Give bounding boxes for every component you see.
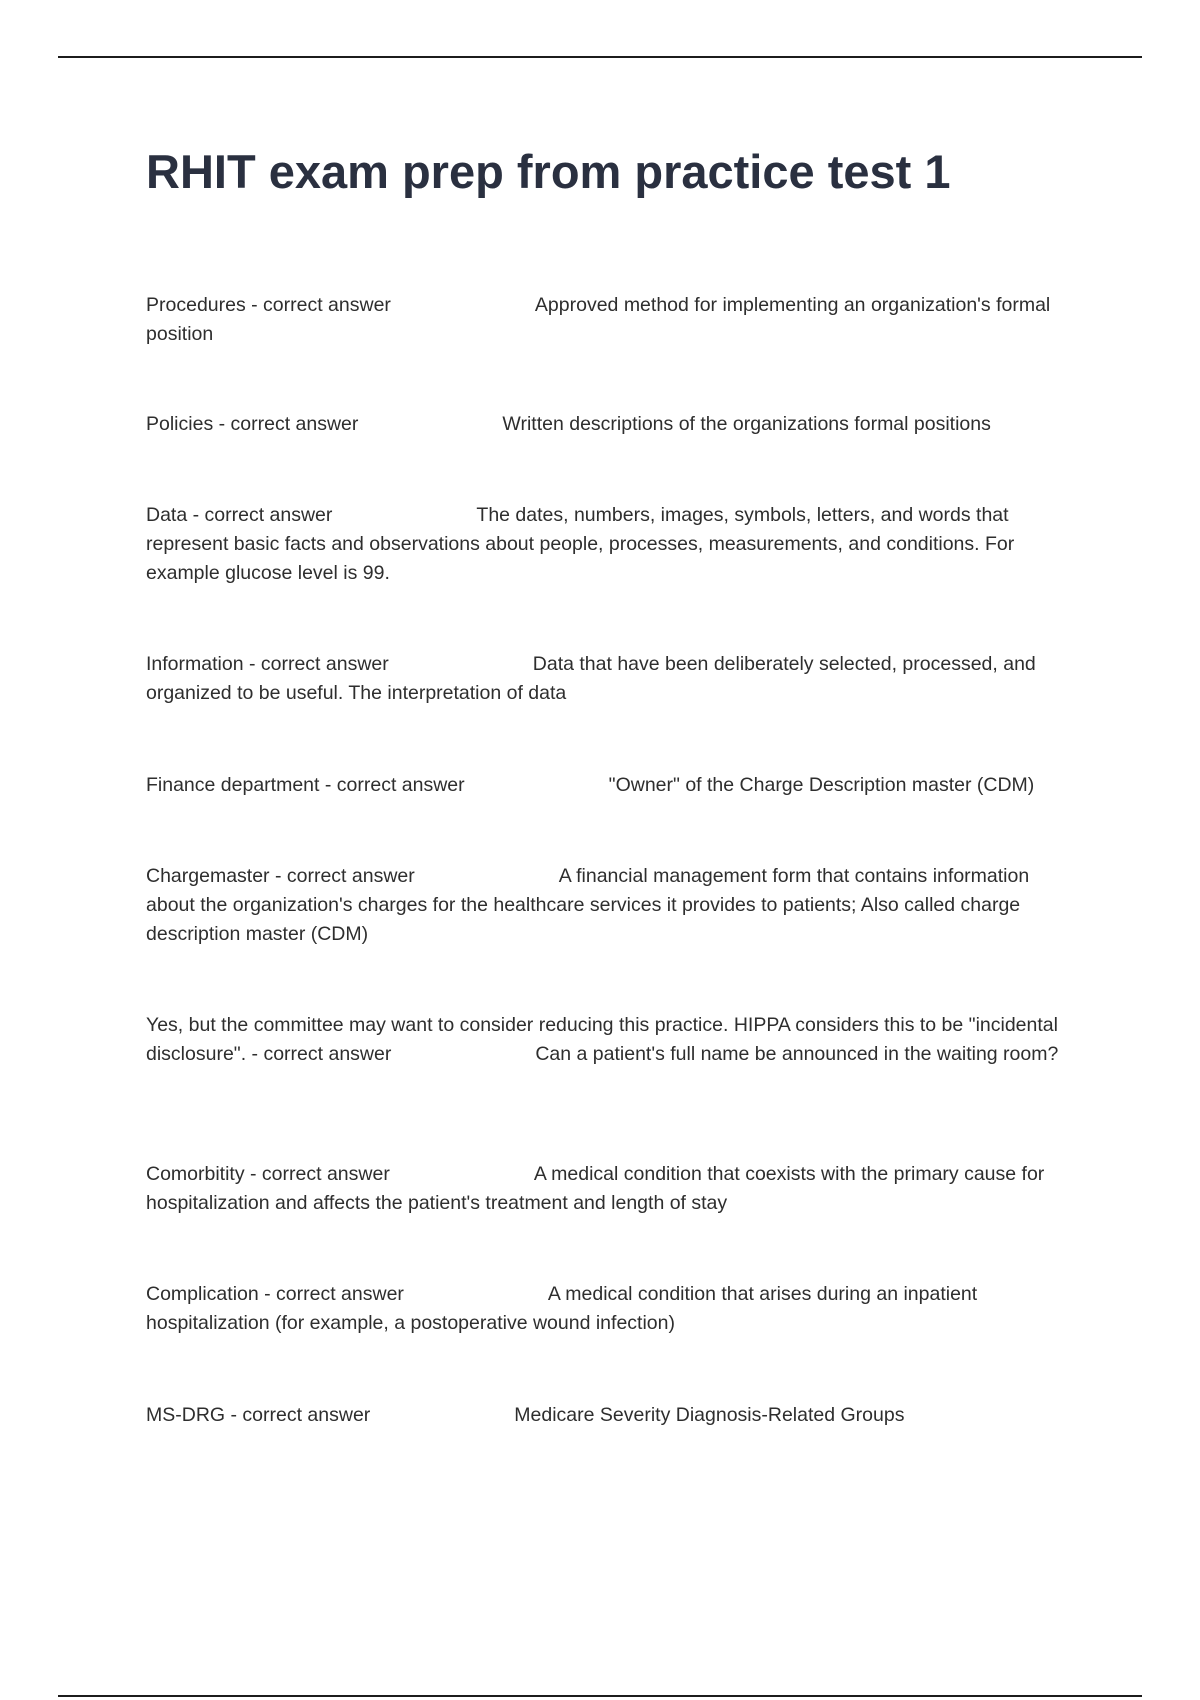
qa-term: Data - correct answer (146, 504, 333, 526)
page-title: RHIT exam prep from practice test 1 (146, 145, 951, 198)
qa-term: Complication - correct answer (146, 1283, 404, 1305)
qa-entry-complication (146, 1280, 1076, 1338)
bottom-divider (58, 1695, 1142, 1697)
qa-entry-comorbidity (146, 1160, 1076, 1218)
qa-entry-information (146, 650, 1076, 708)
qa-entry-ms-drg (146, 1401, 1076, 1430)
qa-term: Chargemaster - correct answer (146, 865, 415, 887)
qa-term: Information - correct answer (146, 653, 389, 675)
qa-definition: Written descriptions of the organizations formal positions (502, 413, 991, 435)
qa-term: Comorbitity - correct answer (146, 1163, 390, 1185)
qa-definition: A medical condition that coexists with the primary cause for hospitalization and affects the patient's treatment and length of stay (146, 1163, 1045, 1214)
qa-entry-data (146, 501, 1076, 588)
qa-definition: Can a patient's full name be announced in the waiting room? (535, 1043, 1059, 1065)
qa-entry-policies (146, 410, 1076, 439)
qa-definition: "Owner" of the Charge Description master (CDM) (608, 774, 1035, 796)
qa-definition: Medicare Severity Diagnosis-Related Groups (514, 1404, 905, 1426)
qa-definition: A financial management form that contains information about the organization's charges for the healthcare services it provides to patients; Also called charge description master (CDM) (146, 865, 1030, 945)
qa-entry-procedures (146, 291, 1076, 349)
qa-term: Yes, but the committee may want to consider reducing this practice. HIPPA considers this to be "incidental disclosure". - correct answer (146, 1014, 1058, 1065)
qa-entry-incidental-disclosure (146, 1011, 1076, 1069)
qa-entry-finance-department (146, 771, 1076, 800)
qa-term: Procedures - correct answer (146, 294, 391, 316)
qa-definition: Data that have been deliberately selected, processed, and organized to be useful. The interpretation of data (146, 653, 1036, 704)
qa-definition: The dates, numbers, images, symbols, letters, and words that represent basic facts and observations about people, processes, measurements, and conditions. For example glucose level is 99. (146, 504, 1015, 584)
qa-term: MS-DRG - correct answer (146, 1404, 371, 1426)
qa-term: Policies - correct answer (146, 413, 359, 435)
qa-definition: A medical condition that arises during an inpatient hospitalization (for example, a postoperative wound infection) (146, 1283, 978, 1334)
top-divider (58, 56, 1142, 58)
qa-term: Finance department - correct answer (146, 774, 465, 796)
qa-definition: Approved method for implementing an organization's formal position (146, 294, 1051, 345)
qa-entry-chargemaster (146, 862, 1076, 949)
